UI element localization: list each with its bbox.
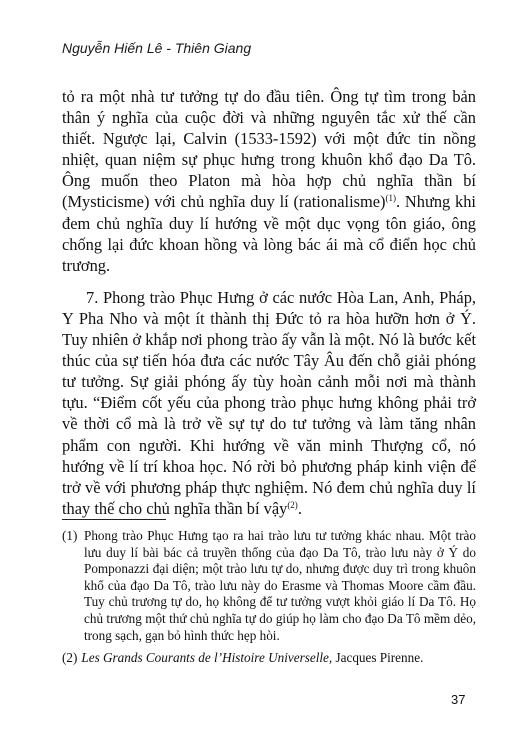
paragraph-text: . Nhưng khi đem chủ nghĩa duy lí hướng về một dục vọng tôn giáo, ông chống lại đức khoan hồng và lòng bác ái mà cổ điển học chủ trương. <box>62 192 476 275</box>
source-author: , Jacques Pirenne. <box>328 650 424 666</box>
paragraph-text: . <box>297 498 302 518</box>
paragraph-renaissance <box>62 287 476 519</box>
source-title: Les Grands Courants de l’Histoire Universelle <box>81 650 329 666</box>
footnote-divider <box>62 519 166 520</box>
paragraph-text: 7. Phong trào Phục Hưng ở các nước Hòa Lan, Anh, Pháp, Y Pha Nho và một ít thành thị Đức tỏ ra hòa hưỡn hơn ở Ý. Tuy nhiên ở khắp nơi phong trào ấy vẫn là một. Nó là bước kết thúc của sự tiến hóa đưa các nước Tây Âu đến chỗ giải phóng tư tưởng. Sự giải phóng ấy tùy hoàn cảnh mỗi nơi mà thành tựu. “Điểm cốt yếu của phong trào phục hưng không phải trở về thời cổ mà là trở về sự tự do tư tưởng và làm tăng nhân phẩm con người. Khi hướng về văn minh Thượng cổ, nó hướng về lí trí khoa học. Nó rời bỏ phương pháp kinh viện để trở về với phương pháp thực nghiệm. Nó đem chủ nghĩa duy lí thay thế cho chủ nghĩa thần bí vậy <box>62 287 476 518</box>
footnotes <box>62 528 476 669</box>
footnote-reference[interactable]: (1) <box>385 193 396 204</box>
footnote-1 <box>62 528 476 644</box>
main-text <box>62 86 476 519</box>
footnote-text: Phong trào Phục Hưng tạo ra hai trào lưu tư tưởng khác nhau. Một trào lưu duy lí bài bác cả truyền thống của đạo Da Tô, trào lưu này ở Ý do Pomponazzi đại diện; một trào lưu tự do, nhưng được duy trì trong khuôn khổ của đạo Da Tô, trào lưu này do Erasme và Thomas Moore cầm đầu. Tuy chủ trương tự do, họ không để tư tưởng vượt khỏi giáo lí Da Tô. Họ chủ trương một thứ chủ nghĩa tự do giúp họ làm cho đạo Da Tô mềm dẻo, trong sạch, gạn bỏ hình thức hẹp hòi. <box>84 528 476 643</box>
footnote-number: (1) <box>62 528 78 543</box>
running-header: Nguyễn Hiến Lê - Thiên Giang <box>62 40 252 56</box>
paragraph-calvin <box>62 86 476 276</box>
footnote-number: (2) <box>62 650 78 666</box>
footnote-2 <box>62 650 476 667</box>
page-number: 37 <box>451 692 466 707</box>
footnote-reference[interactable]: (2) <box>287 499 298 510</box>
paragraph-text: tỏ ra một nhà tư tưởng tự do đầu tiên. Ông tự tìm trong bản thân ý nghĩa của cuộc đời và những nguyên tắc xử thế cần thiết. Ngược lại, Calvin (1533-1592) với một đức tin nồng nhiệt, quan niệm sự phục hưng trong khuôn khổ đạo Da Tô. Ông muốn theo Platon mà hòa hợp chủ nghĩa thần bí (Mysticisme) với chủ nghĩa duy lí (rationalisme) <box>62 87 476 212</box>
